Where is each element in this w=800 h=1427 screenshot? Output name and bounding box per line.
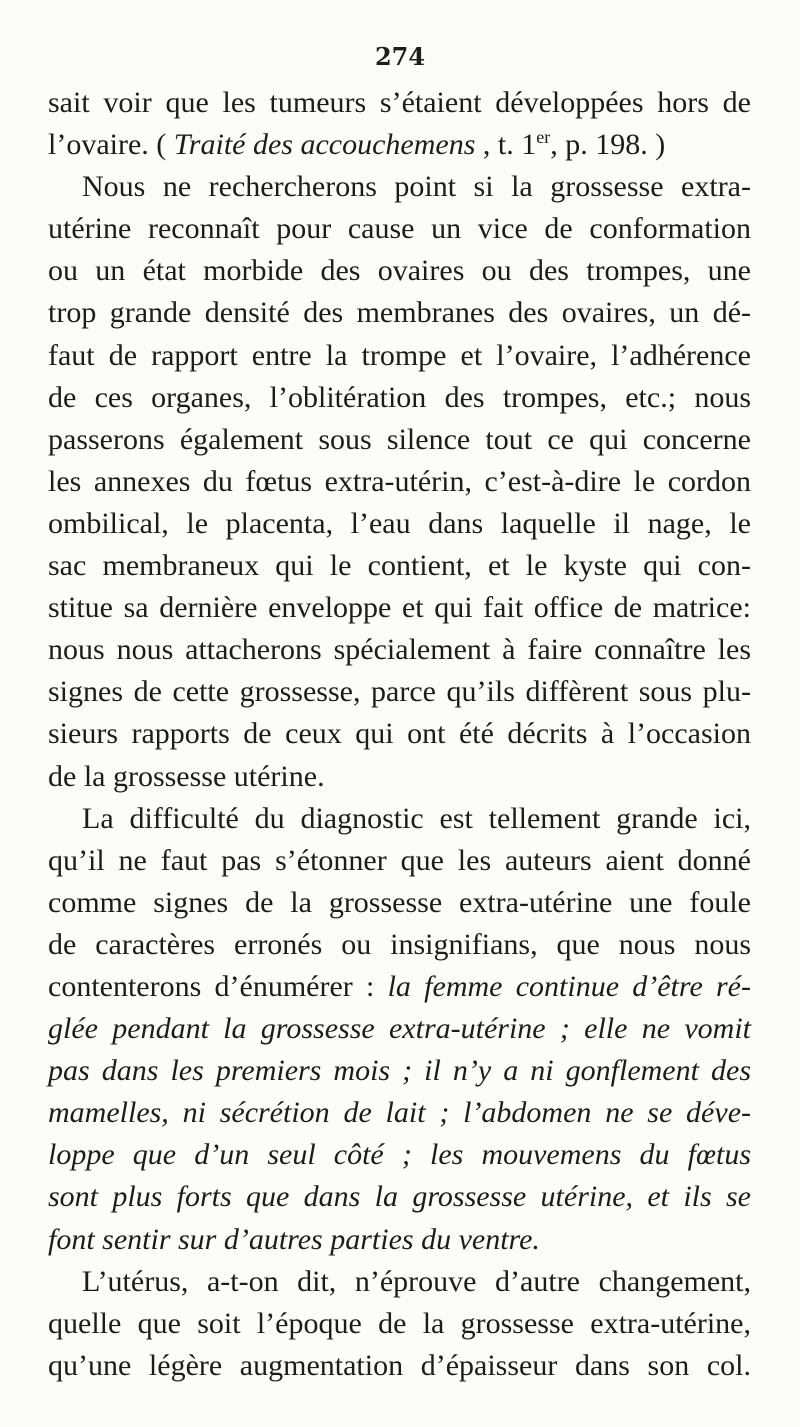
paragraph xyxy=(48,798,751,1261)
text-line: nous nous attacherons spécialement à faire connaître les xyxy=(48,633,751,667)
text-line xyxy=(48,124,751,166)
text-line: de caractères erronés ou insignifians, que nous nous xyxy=(48,927,751,961)
text-line: ombilical, le placenta, l’eau dans laquelle il nage, le xyxy=(48,506,751,540)
paragraph xyxy=(48,166,751,797)
text-line-segment: l’ovaire. ( xyxy=(48,128,174,162)
text-line: signes de cette grossesse, parce qu’ils diffèrent sous plu- xyxy=(48,675,751,709)
text-line xyxy=(48,966,751,1008)
text-line: trop grande densité des membranes des ovaires, un dé- xyxy=(48,296,751,330)
text-line: stitue sa dernière enveloppe et qui fait office de matrice: xyxy=(48,591,751,625)
paragraph xyxy=(48,82,751,166)
italic-text: pas dans les premiers mois ; il n’y a ni gonflement des xyxy=(48,1054,751,1088)
italic-text: glée pendant la grossesse extra-utérine ; elle ne vomit xyxy=(48,1012,751,1046)
text-line xyxy=(48,1008,751,1050)
text-line-segment: contenterons d’énumérer : xyxy=(48,969,388,1003)
text-line: ou un état morbide des ovaires ou des trompes, une xyxy=(48,254,751,288)
page-number: 274 xyxy=(374,42,426,71)
text-line: les annexes du fœtus extra-utérin, c’est-à-dire le cordon xyxy=(48,464,751,498)
text-line: faut de rapport entre la trompe et l’ovaire, l’adhérence xyxy=(48,338,751,372)
superscript: er xyxy=(536,127,551,148)
text-line xyxy=(48,1050,751,1092)
italic-text: font sentir sur d’autres parties du ventre. xyxy=(48,1222,540,1256)
italic-text: la femme continue d’être ré- xyxy=(387,969,751,1003)
text-line-segment: , p. 198. ) xyxy=(550,128,666,162)
text-line: qu’il ne faut pas s’étonner que les auteurs aient donné xyxy=(48,843,751,877)
text-line: quelle que soit l’époque de la grossesse extra-utérine, xyxy=(48,1306,751,1340)
text-line: comme signes de la grossesse extra-utérine une foule xyxy=(48,885,751,919)
text-line: sac membraneux qui le contient, et le kyste qui con- xyxy=(48,549,751,583)
page-body xyxy=(48,82,751,1387)
text-line: passerons également sous silence tout ce qui concerne xyxy=(48,422,751,456)
book-title: Traité des accouchemens xyxy=(173,128,476,162)
text-line: utérine reconnaît pour cause un vice de conformation xyxy=(48,212,751,246)
italic-text: loppe que d’un seul côté ; les mouvemens du fœtus xyxy=(48,1138,751,1172)
text-line: de ces organes, l’oblitération des trompes, etc.; nous xyxy=(48,380,751,414)
text-line-segment: , t. 1 xyxy=(475,128,537,162)
italic-text: sont plus forts que dans la grossesse utérine, et ils se xyxy=(48,1180,751,1214)
text-line xyxy=(48,1092,751,1134)
text-line xyxy=(48,1219,751,1261)
text-line: de la grossesse utérine. xyxy=(48,759,325,793)
text-line: Nous ne rechercherons point si la grossesse extra- xyxy=(82,170,751,204)
text-line: sait voir que les tumeurs s’étaient développées hors de xyxy=(48,86,751,119)
text-line: La difficulté du diagnostic est tellement grande ici, xyxy=(82,801,751,835)
text-line xyxy=(48,1134,751,1176)
text-line xyxy=(48,1176,751,1218)
italic-text: mamelles, ni sécrétion de lait ; l’abdomen ne se déve- xyxy=(48,1096,751,1130)
paragraph xyxy=(48,1261,751,1387)
text-line: sieurs rapports de ceux qui ont été décrits à l’occasion xyxy=(48,717,751,751)
text-line: L’utérus, a-t-on dit, n’éprouve d’autre changement, xyxy=(82,1264,751,1298)
text-line: qu’une légère augmentation d’épaisseur dans son col. xyxy=(48,1348,751,1382)
